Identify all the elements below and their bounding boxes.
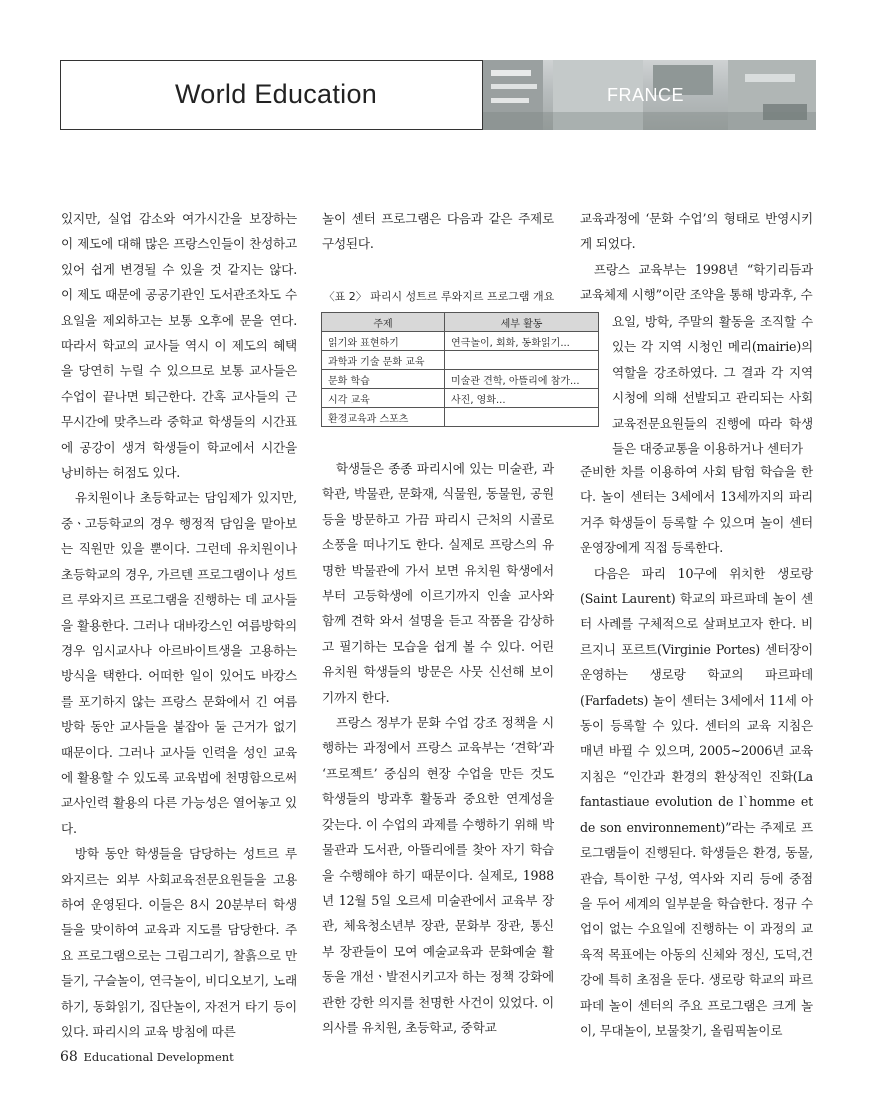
table-row bbox=[322, 408, 599, 427]
paragraph: 프랑스 교육부는 1998년 “학기리듬과 교육체제 시행”이란 조약을 통해 방과후, 수 bbox=[580, 261, 813, 303]
table-header-cell: 주제 bbox=[322, 313, 445, 332]
paragraph: 다음은 파리 10구에 위치한 생로랑(Saint Laurent) 학교의 파르파데 놀이 센터 사례를 구체적으로 살펴보고자 한다. 비르지니 포르트(Virginie Portes) 센터장이 운영하는 생로랑 학교의 파르파데(Farfadets) 놀이 센터는 3세에서 11세 아동이 등록할 수 있다. 센터의 교육 지침은 매년 바뀔 수 있으며, 2005~2006년 교육 지침은 “인간과 환경의 환상적인 진화(La fantastiaue evolution de l`homme et de son environnement)”라는 주제로 프로그램들이 진행된다. 학생들은 환경, 동물, 관습, 특이한 구성, 역사와 지리 등에 중점을 두어 세계의 일부분을 학습한다. 정규 수업이 없는 수요일에 진행하는 이 과정의 교육적 목표에는 아동의 신체와 정신, 도덕,건강에 특히 초점을 둔다. 생로랑 학교의 파르파데 놀이 센터의 주요 프로그램은 크게 놀이, 무대놀이, 보물찾기, 올림픽놀이로 bbox=[580, 565, 813, 1038]
column-2-bottom bbox=[322, 456, 554, 1040]
table-cell: 문화 학습 bbox=[322, 370, 445, 389]
table-cell: 과학과 기술 문화 교육 bbox=[322, 351, 445, 370]
table-row bbox=[322, 370, 599, 389]
table-cell: 사진, 영화... bbox=[445, 389, 599, 408]
paragraph: 방학 동안 학생들을 담당하는 성트르 루와지르는 외부 사회교육전문요원들을 고용하여 운영된다. 이들은 8시 20분부터 학생들을 맞이하여 교육과 지도를 담당한다. 주요 프로그램으로는 그림그리기, 찰흙으로 만들기, 구슬놀이, 연극놀이, 비디오보기, 노래하기, 동화읽기, 집단놀이, 자전거 타기 등이 있다. 파리시의 교육 방침에 따른 bbox=[61, 846, 297, 1039]
paragraph: 요일, 방학, 주말의 활동을 조직할 수 있는 각 지역 시청인 메리(mairie)의 역할을 강조하였다. 그 결과 각 지역 시청에 의해 선발되고 관리되는 사회교육전문요원들의 진행에 따라 학생들은 대중교통을 이용하거나 센터가 bbox=[612, 314, 813, 457]
table-caption: 〈표 2〉 파리시 성트르 루와지르 프로그램 개요 bbox=[323, 290, 555, 303]
table-cell bbox=[445, 351, 599, 370]
page-footer bbox=[60, 1049, 234, 1065]
paragraph: 준비한 차를 이용하여 사회 탐험 학습을 한다. 놀이 센터는 3세에서 13세까지의 파리 거주 학생들이 등록할 수 있으며 놀이 센터 운영장에게 직접 등록한다. bbox=[580, 464, 813, 556]
column-2-top bbox=[322, 206, 554, 257]
table-cell: 미술관 견학, 아뜰리에 참가... bbox=[445, 370, 599, 389]
paragraph: 교육과정에 ‘문화 수업’의 형태로 반영시키게 되었다. bbox=[580, 211, 813, 252]
table-row bbox=[322, 332, 599, 351]
paragraph: 학생들은 종종 파리시에 있는 미술관, 과학관, 박물관, 문화재, 식물원, 동물원, 공원 등을 방문하고 가끔 파리시 근처의 시골로 소풍을 떠나기도 한다. 실제로 프랑스의 유명한 박물관에 가서 보면 유치원 학생에서부터 고등학생에 이르기까지 인솔 교사와 함께 견학 와서 설명을 듣고 작품을 감상하고 필기하는 모습을 쉽게 볼 수 있다. 어린 유치원 학생들의 방문은 사뭇 신선해 보이기까지 한다. bbox=[322, 461, 554, 705]
program-table bbox=[321, 312, 599, 427]
column-1 bbox=[61, 206, 297, 1044]
table-row bbox=[322, 389, 599, 408]
paragraph: 있지만, 실업 감소와 여가시간을 보장하는 이 제도에 대해 많은 프랑스인들이 찬성하고 있어 쉽게 변경될 수 있을 것 같지는 않다. 이 제도 때문에 공공기관인 도서관조차도 수요일을 제외하고는 보통 오후에 문을 연다. 따라서 학교의 교사들 역시 이 제도의 혜택을 당연히 누릴 수 있으므로 보통 교사들은 수업이 끝나면 퇴근한다. 간혹 교사들의 근무시간에 맞추느라 중학교 학생들의 시간표에 공강이 생겨 학생들이 학교에서 시간을 낭비하는 허점도 있다. bbox=[61, 211, 297, 481]
page-number: 68 bbox=[60, 1049, 78, 1065]
table-cell: 환경교육과 스포츠 bbox=[322, 408, 445, 427]
paragraph: 프랑스 정부가 문화 수업 강조 정책을 시행하는 과정에서 프랑스 교육부는 ‘견학’과 ‘프로젝트’ 중심의 현장 수업을 만든 것도 학생들의 방과후 활동과 중요한 연계성을 갖는다. 이 수업의 과제를 수행하기 위해 박물관과 도서관, 아뜰리에를 찾아 자기 학습을 수행해야 하기 때문이다. 실제로, 1988년 12월 5일 오르세 미술관에서 교육부 장관, 체육청소년부 장관, 문화부 장관, 통신부 장관들이 모여 예술교육과 문화예술 활동을 개선ㆍ발전시키고자 하는 정책 강화에 관한 강한 의지를 천명한 사건이 있었다. 이 의사를 유치원, 초등학교, 중학교 bbox=[322, 715, 554, 1035]
column-3-bottom bbox=[580, 459, 813, 1043]
table-cell bbox=[445, 408, 599, 427]
table-cell: 연극놀이, 회화, 동화읽기... bbox=[445, 332, 599, 351]
column-3-top bbox=[580, 206, 813, 308]
table-row bbox=[322, 351, 599, 370]
table-header-cell: 세부 활동 bbox=[445, 313, 599, 332]
section-title: World Education bbox=[175, 79, 378, 109]
paragraph: 유치원이나 초등학교는 담임제가 있지만, 중ㆍ고등학교의 경우 행정적 담임을 맡아보는 직원만 있을 뿐이다. 그런데 유치원이나 초등학교의 경우, 가르텐 프로그램이나 성트르 루와지르 프로그램을 진행하는 데 교사들을 활용한다. 그러나 대바캉스인 여름방학의 경우 임시교사나 아르바이트생을 고용하는 방식을 택한다. 어떠한 일이 있어도 바캉스를 포기하지 않는 프랑스 문화에서 긴 여름방학 동안 교사들을 붙잡아 둘 근거가 없기 때문이다. 그러나 교사들 인력을 성인 교육에 활용할 수 있도록 교육법에 천명함으로써 교사인력 활용의 다른 가능성은 열어놓고 있다. bbox=[61, 490, 297, 836]
table-header-row bbox=[322, 313, 599, 332]
table-cell: 읽기와 표현하기 bbox=[322, 332, 445, 351]
table-cell: 시각 교육 bbox=[322, 389, 445, 408]
paragraph: 놀이 센터 프로그램은 다음과 같은 주제로 구성된다. bbox=[322, 211, 554, 252]
region-label: FRANCE bbox=[607, 85, 685, 105]
publication-name: Educational Development bbox=[83, 1050, 234, 1064]
column-3-wrap bbox=[612, 309, 813, 461]
